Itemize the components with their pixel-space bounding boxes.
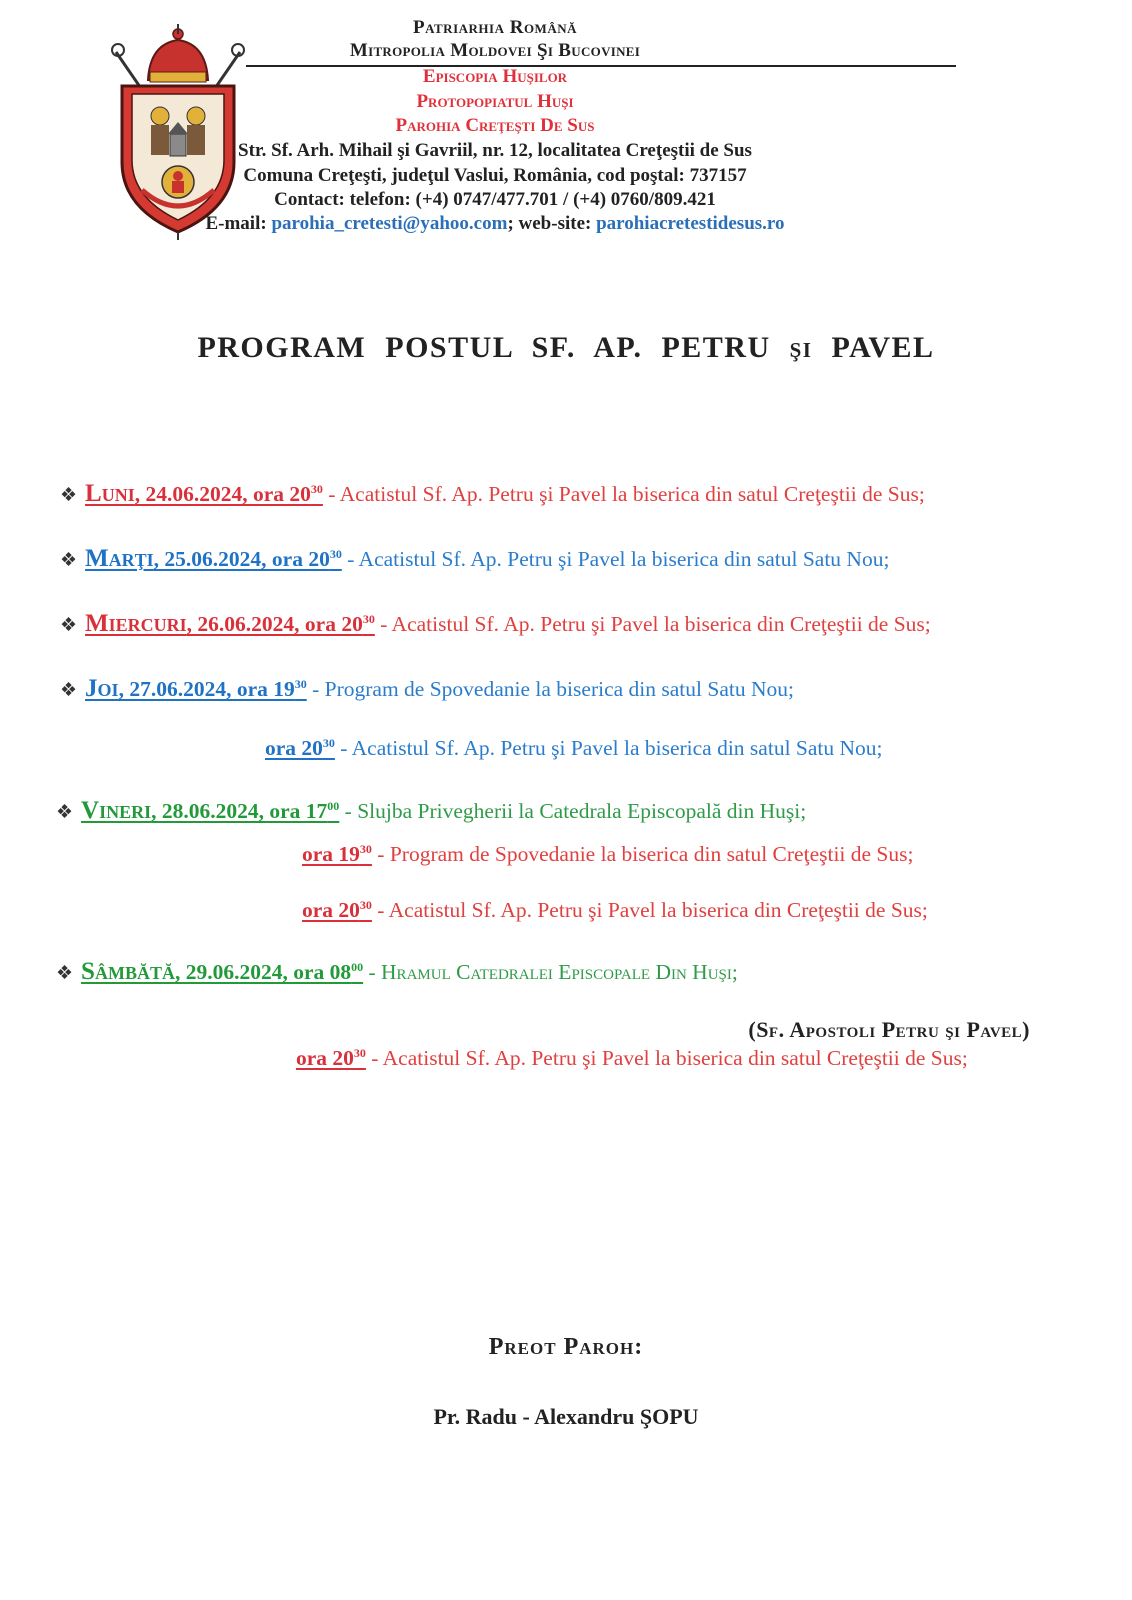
schedule-entry-vineri (56, 797, 806, 825)
entry-text: - Program de Spovedanie la biserica din satul Creţeştii de Sus; (371, 842, 914, 866)
entry-text: - Slujba Privegherii la Catedrala Episcopală din Huşi; (339, 799, 807, 823)
header-email-web (150, 213, 840, 235)
web-label: ; web-site: (507, 213, 592, 234)
entry-text: - Acatistul Sf. Ap. Petru şi Pavel la biserica din satul Creţeştii de Sus; (365, 1046, 968, 1070)
entry-text: - Acatistul Sf. Ap. Petru şi Pavel la biserica din Creţeştii de Sus; (371, 898, 928, 922)
entry-label: Luni, 24.06.2024, ora $20^{30}$ (85, 480, 323, 507)
entry-label: ora $20^{30}$ (302, 897, 372, 922)
signature-title: Preot Paroh: (488, 1334, 644, 1360)
entry-text: - Acatistul Sf. Ap. Petru şi Pavel la biserica din satul Satu Nou; (334, 736, 883, 760)
entry-label: ora $19^{30}$ (302, 841, 372, 866)
header-diocese: Episcopia Huşilor (422, 66, 568, 87)
entry-label: Vineri, 28.06.2024, ora $17^{00}$ (81, 797, 340, 824)
bullet-icon: ❖ (60, 680, 78, 701)
schedule-entry-vineri-3 (302, 898, 928, 923)
bullet-icon: ❖ (60, 550, 78, 571)
header-parish: Parohia Creţeşti De Sus (395, 115, 595, 136)
schedule-entry-joi-2 (265, 736, 883, 761)
feast-note: (Sf. Apostoli Petru şi Pavel) (748, 1017, 1030, 1042)
entry-text: - Acatistul Sf. Ap. Petru şi Pavel la biserica din satul Creţeştii de Sus; (322, 482, 925, 506)
entry-label: Marţi, 25.06.2024, ora $20^{30}$ (85, 545, 342, 572)
schedule-entry-joi (60, 675, 794, 703)
header-contact: Contact: telefon: (+4) 0747/477.701 / (+4) 0760/809.421 (274, 189, 716, 210)
bullet-icon: ❖ (56, 802, 74, 823)
entry-label: Joi, 27.06.2024, ora $19^{30}$ (85, 675, 307, 702)
bullet-icon: ❖ (56, 963, 74, 984)
schedule-entry-luni (60, 480, 925, 508)
entry-label: Miercuri, 26.06.2024, ora $20^{30}$ (85, 610, 375, 637)
email-link[interactable]: parohia_cretesti@yahoo.com (271, 213, 508, 234)
entry-text: - Acatistul Sf. Ap. Petru şi Pavel la biserica din satul Satu Nou; (341, 547, 890, 571)
email-label: E-mail: (205, 213, 267, 234)
schedule-entry-marti (60, 545, 889, 573)
entry-label: Sâmbătă, 29.06.2024, ora $08^{00}$ (81, 958, 364, 985)
header-metropolis: Mitropolia Moldovei Şi Bucovinei (349, 40, 641, 61)
entry-text: - Hramul Catedralei Episcopale Din Huşi; (363, 960, 738, 984)
entry-label: ora $20^{30}$ (265, 735, 335, 760)
header-patriarchate: Patriarhia Română (412, 17, 577, 38)
website-link[interactable]: parohiacretestidesus.ro (596, 213, 785, 234)
entry-text: - Program de Spovedanie la biserica din satul Satu Nou; (306, 677, 794, 701)
header-deanery: Protopopiatul Huşi (416, 91, 574, 112)
entry-label: ora $20^{30}$ (296, 1045, 366, 1070)
header-address-commune: Comuna Creţeşti, judeţul Vaslui, România, cod poştal: 737157 (243, 165, 747, 186)
schedule-entry-sambata (56, 958, 738, 986)
document-title: PROGRAM POSTUL SF. AP. PETRU şi PAVEL (197, 331, 935, 364)
schedule-entry-miercuri (60, 610, 931, 638)
bullet-icon: ❖ (60, 485, 78, 506)
header-address-street: Str. Sf. Arh. Mihail şi Gavriil, nr. 12, localitatea Creţeştii de Sus (238, 140, 752, 161)
schedule-entry-sambata-2 (296, 1046, 968, 1071)
schedule-entry-vineri-2 (302, 842, 914, 867)
entry-text: - Acatistul Sf. Ap. Petru şi Pavel la biserica din Creţeştii de Sus; (374, 612, 931, 636)
bullet-icon: ❖ (60, 615, 78, 636)
signature-name: Pr. Radu - Alexandru ŞOPU (433, 1404, 699, 1429)
